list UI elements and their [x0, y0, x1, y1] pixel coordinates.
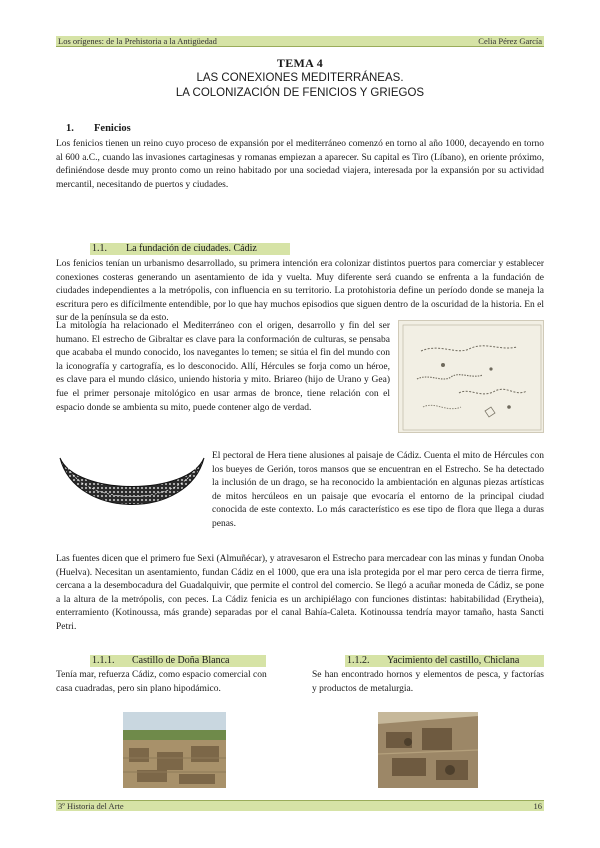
paragraph-fuentes: Las fuentes dicen que el primero fue Sexi (Almuñécar), y atravesaron el Estrecho para mercadear con las minas y fundan Onoba (Huelva). Necesitan un asentamiento, fundan Cádiz en el 1000, que era una isla protegida por el mar pero cerca de tierra firme, cercana a la desembocadura del Guadalquivir, que permite el control del comercio. Se llegó a acuñar moneda de Cádiz, se pone a la altura de la metrópolis, con peces. La Cádiz fenicia es un archipiélago con funciones distintas: habitabilidad (Erytheia), enterramiento (Kotinoussa, más grande) separadas por el canal Bahía-Caleta. Kotinoussa tendría mayor tamaño, hasta Sancti Petri.	[56, 554, 544, 632]
excavation-photo-2	[378, 712, 478, 788]
section-heading-fenicios	[66, 123, 131, 134]
subsection-title: La fundación de ciudades. Cádiz	[126, 243, 257, 254]
page-footer	[56, 800, 544, 811]
subsubsection-number: 1.1.2.	[347, 655, 370, 666]
section-title: Fenicios	[94, 123, 131, 134]
subsubsection-heading-chiclana	[345, 655, 544, 667]
paragraph-pectoral: El pectoral de Hera tiene alusiones al paisaje de Cádiz. Cuenta el mito de Hércules con los bueyes de Gerión, toros mansos que se encuentran en el Estrecho. Se ha detectado la inclusión de un drago, se ha reconocido la ambientación en algunas piezas artísticas de mitos hercúleos en un paisaje que evocaría el entorno de la principal ciudad conocida de este contexto. Lo más característico es ese tipo de flora que llega a duras penas.	[212, 451, 544, 529]
header-author: Celia Pérez García	[478, 36, 542, 46]
ancient-map-drawing	[399, 321, 545, 434]
subsection-heading-cadiz	[90, 243, 290, 255]
subsubsection-heading-dona-blanca	[90, 655, 266, 667]
paragraph-intro: Los fenicios tienen un reino cuyo proceso de expansión por el mediterráneo comenzó en torno al año 1000, decayendo en torno al 600 a.C., cuando las invasiones cartaginesas y romanas empiezan a aparecer. Su capital es Tiro (Líbano), en oriente próximo, definiéndose desde muy pronto como un reino habitado por una sociedad viajera, interesada por la expansión por su actividad mercantil, necesitando de puertos y ciudades.	[56, 139, 544, 190]
footer-course: 3º Historia del Arte	[58, 801, 124, 811]
subsection-number: 1.1.	[92, 243, 107, 254]
page-number: 16	[533, 801, 542, 811]
paragraph-urbanismo: Los fenicios tenían un urbanismo desarrollado, su primera intención era colonizar distintos puertos para comerciar y establecer conexiones costeras generando un asentamiento de ida y vuelta. Muy diferente será cuando se enfrenta a la fundación de ciudades independientes a la metrópolis, con influencia en su territorio. La protohistoria define un período donde se maneja la escritura pero es difícilmente entendible, por lo que hay muchos episodios que siguen dentro de la oscuridad de la historia. En el sur de la península se da esto.	[56, 259, 544, 324]
subsubsection-title: Yacimiento del castillo, Chiclana	[387, 655, 520, 666]
title-block	[56, 56, 544, 101]
paragraph-dona-blanca: Tenía mar, refuerza Cádiz, como espacio comercial con casa cuadradas, pero sin plano hipodámico.	[56, 670, 267, 694]
subsubsection-title: Castillo de Doña Blanca	[132, 655, 230, 666]
paragraph-mitologia: La mitología ha relacionado el Mediterráneo con el origen, desarrollo y fin del ser humano. El estrecho de Gibraltar es clave para la conformación de culturas, se pensaba que acababa el mundo conocido, los navegantes lo temen; se sitúa el fin del mundo con la iconografía y cartografía, es lo desconocido. Allí, Hércules se forja como un héroe, es clave para el mundo clásico, uniendo historia y mito. Briareo (hijo de Urano y Gea) fue el primer personaje mitológico en usar armas de bronce, tiene relación con el espacio donde se ambienta su mito, puede contener algo de verdad.	[56, 321, 390, 413]
title-line-2: LA COLONIZACIÓN DE FENICIOS Y GRIEGOS	[175, 87, 425, 99]
photo-yacimiento-chiclana	[378, 712, 478, 788]
section-number: 1.	[66, 123, 74, 134]
crescent-pectoral-drawing	[56, 450, 208, 542]
pectoral-illustration	[56, 450, 208, 542]
tema-number: TEMA 4	[276, 56, 324, 70]
header-course-title: Los orígenes: de la Prehistoria a la Antigüedad	[58, 36, 217, 46]
map-illustration	[398, 320, 544, 433]
photo-castillo-dona-blanca	[123, 712, 226, 788]
subsubsection-number: 1.1.1.	[92, 655, 115, 666]
excavation-photo-1	[123, 712, 226, 788]
paragraph-chiclana: Se han encontrado hornos y elementos de pesca, y factorías y productos de metalurgia.	[312, 670, 544, 694]
page-header	[56, 36, 544, 47]
title-line-1: LAS CONEXIONES MEDITERRÁNEAS.	[196, 72, 404, 84]
